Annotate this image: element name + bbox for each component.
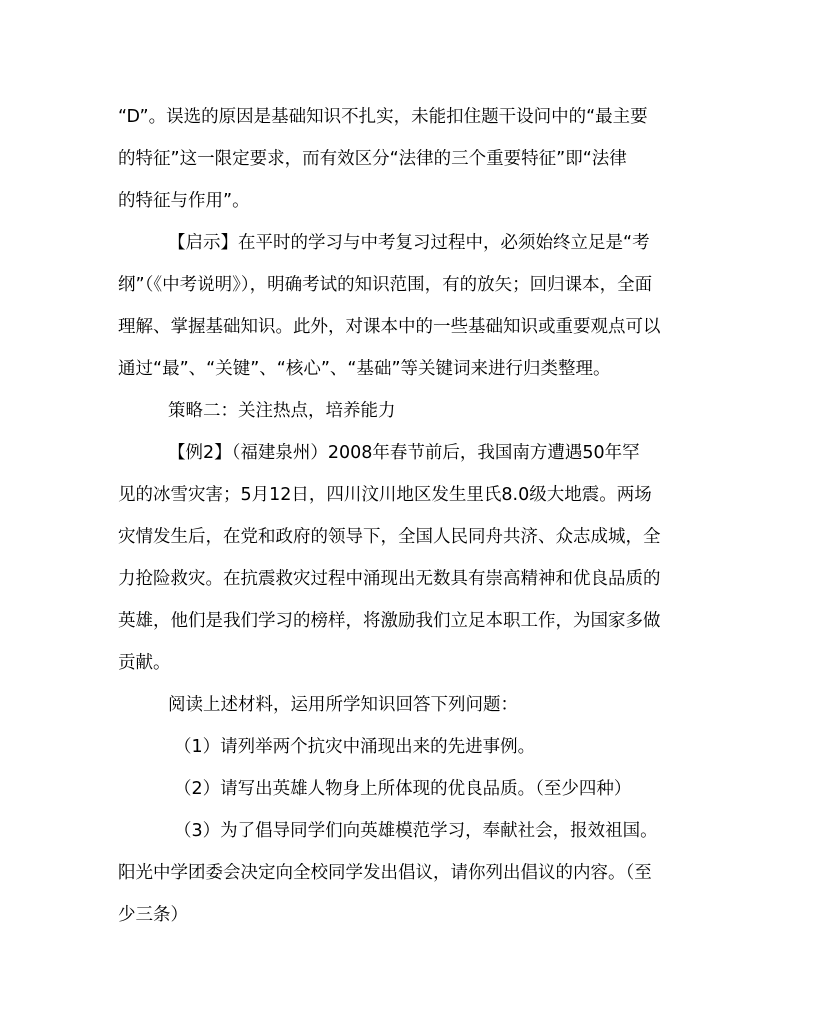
text-line: “D”。误选的原因是基础知识不扎实，未能扣住题干设问中的“最主要 <box>118 107 648 127</box>
text-line: 理解、掌握基础知识。此外，对课本中的一些基础知识或重要观点可以 <box>118 317 661 337</box>
text-line: 阅读上述材料，运用所学知识回答下列问题： <box>168 695 518 715</box>
text-line: 的特征”这一限定要求，而有效区分“法律的三个重要特征”即“法律 <box>118 149 627 169</box>
text-line: 通过“最”、“关键”、“核心”、“基础”等关键词来进行归类整理。 <box>118 359 611 379</box>
text-line: 见的冰雪灾害；5月12日，四川汶川地区发生里氏8.0级大地震。两场 <box>118 485 652 505</box>
text-line: 阳光中学团委会决定向全校同学发出倡议，请你列出倡议的内容。（至 <box>118 863 652 883</box>
question-3: （3）为了倡导同学们向英雄模范学习，奉献社会，报效祖国。 <box>174 821 658 841</box>
text-line: 少三条） <box>118 905 188 925</box>
section-heading: 策略二：关注热点，培养能力 <box>168 401 396 421</box>
text-line: 的特征与作用”。 <box>118 191 250 211</box>
text-line: 英雄，他们是我们学习的榜样，将激励我们立足本职工作，为国家多做 <box>118 611 661 631</box>
text-line: 【例2】（福建泉州）2008年春节前后，我国南方遭遇50年罕 <box>168 443 640 463</box>
text-line: 贡献。 <box>118 653 171 673</box>
text-line: 纲”（《中考说明》），明确考试的知识范围，有的放矢；回归课本，全面 <box>118 275 653 295</box>
text-line: 【启示】在平时的学习与中考复习过程中，必须始终立足是“考 <box>168 233 650 253</box>
text-line: 力抢险救灾。在抗震救灾过程中涌现出无数具有崇高精神和优良品质的 <box>118 569 661 589</box>
question-1: （1）请列举两个抗灾中涌现出来的先进事例。 <box>174 737 536 757</box>
question-2: （2）请写出英雄人物身上所体现的优良品质。（至少四种） <box>174 779 632 799</box>
text-line: 灾情发生后，在党和政府的领导下，全国人民同舟共济、众志成城，全 <box>118 527 661 547</box>
